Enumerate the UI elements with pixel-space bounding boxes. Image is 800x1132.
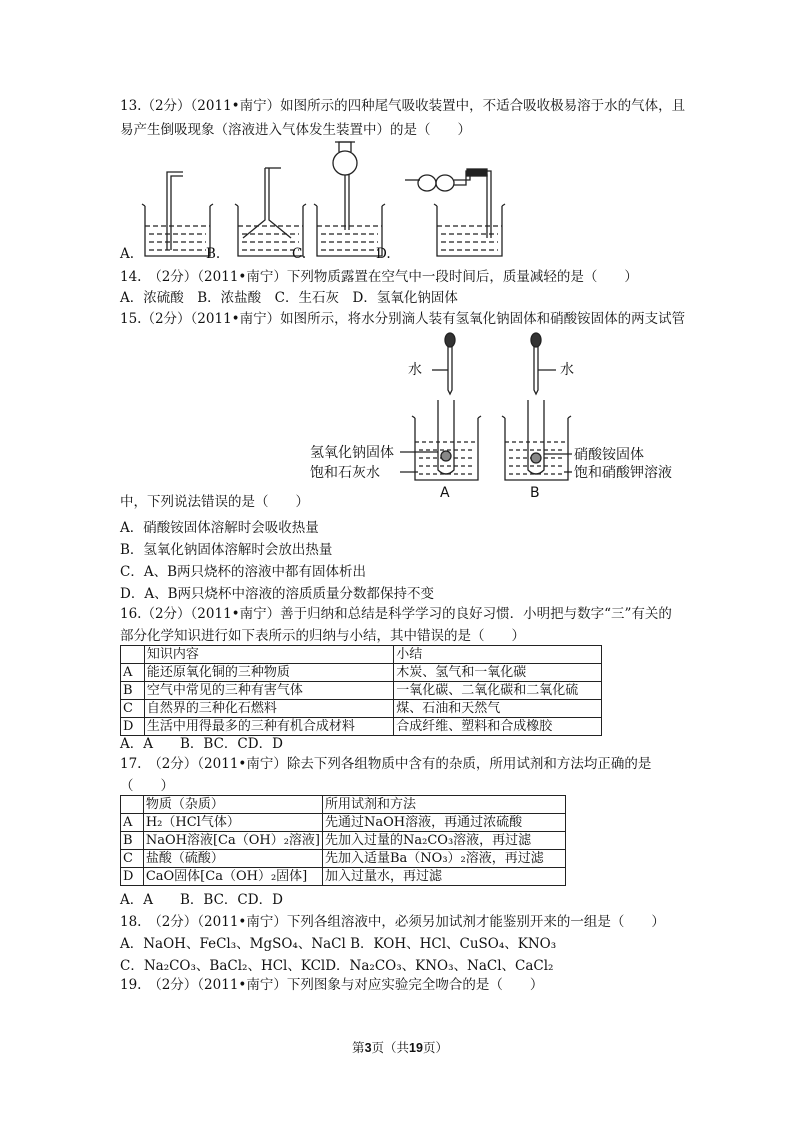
table-cell: D [121, 718, 145, 736]
q13-label-d: D. [376, 246, 391, 262]
table-row [121, 700, 602, 718]
beaker-b [235, 168, 306, 256]
label-naoh: 氢氧化钠固体 [310, 445, 394, 461]
table-row [121, 832, 566, 850]
q15-option-d: D．A、B两只烧杯中溶液的溶质质量分数都保持不变 [120, 586, 434, 602]
q13-label-c: C. [292, 246, 307, 262]
test-tube-a [438, 400, 454, 474]
q16-stem-line1: 16.（2分）（2011•南宁）善于归纳和总结是科学学习的良好习惯．小明把与数字“三”有关的 [120, 606, 672, 622]
footer-prefix: 第 [352, 1040, 365, 1055]
dropper-bulb-right [531, 333, 541, 347]
beaker-a [142, 172, 213, 256]
q14-stem: 14. （2分）（2011•南宁）下列物质露置在空气中一段时间后，质量减轻的是（ ） [120, 269, 638, 285]
table-cell: NaOH溶液[Ca（OH）₂溶液] [143, 832, 322, 850]
q13-label-b: B. [206, 246, 221, 262]
table-cell: 自然界的三种化石燃料 [144, 700, 393, 718]
dropper-tube-left [448, 346, 452, 394]
footer-suffix: 页） [422, 1040, 448, 1055]
table-cell: 先加入适量Ba（NO₃）₂溶液，再过滤 [323, 850, 566, 868]
q16-table [120, 645, 602, 736]
table-cell: 木炭、氢气和一氧化碳 [394, 664, 602, 682]
q16-options: A．A B．BC．CD．D [120, 736, 283, 752]
dropper-bulb-left [445, 333, 455, 347]
table-cell: 合成纤维、塑料和合成橡胶 [394, 718, 602, 736]
label-beaker-b: B [530, 485, 540, 500]
beaker-c [314, 142, 385, 256]
q18-stem: 18. （2分）（2011•南宁）下列各组溶液中，必须另加试剂才能鉴别开来的一组是（ ） [120, 914, 665, 930]
table-cell: D [121, 868, 144, 886]
q17-options: A．A B．BC．CD．D [120, 892, 283, 908]
q15-stem-line2: 中，下列说法错误的是（ ） [120, 494, 309, 510]
table-cell [121, 796, 144, 814]
q13-apparatus-figure [115, 138, 615, 263]
beaker-d [405, 169, 505, 256]
q15-dissolution-figure [300, 330, 700, 500]
label-water-right: 水 [560, 362, 574, 378]
footer-total-pages: 19 [409, 1041, 423, 1055]
table-cell: C [121, 850, 144, 868]
table-cell: 空气中常见的三种有害气体 [144, 682, 393, 700]
nh4no3-solid [531, 453, 541, 463]
table-cell: 能还原氧化铜的三种物质 [144, 664, 393, 682]
table-cell: 所用试剂和方法 [323, 796, 566, 814]
q13-label-a: A. [120, 246, 135, 262]
q17-table [120, 795, 566, 886]
table-cell [121, 646, 145, 664]
q15-option-b: B．氢氧化钠固体溶解时会放出热量 [120, 542, 333, 558]
label-kno3: 饱和硝酸钾溶液 [574, 465, 672, 481]
q13-stem-line2: 易产生倒吸现象（溶液进入气体发生装置中）的是（ ） [120, 122, 471, 138]
label-water-left: 水 [408, 362, 422, 378]
table-cell: 先通过NaOH溶液，再通过浓硫酸 [323, 814, 566, 832]
label-limewater: 饱和石灰水 [310, 465, 380, 481]
table-row [121, 814, 566, 832]
table-cell: C [121, 700, 145, 718]
dropper-tube-right [534, 346, 538, 394]
table-cell: 物质（杂质） [143, 796, 322, 814]
table-cell: B [121, 682, 145, 700]
table-row [121, 718, 602, 736]
table-header-row [121, 796, 566, 814]
table-row [121, 868, 566, 886]
table-row [121, 682, 602, 700]
table-cell: A [121, 814, 144, 832]
q17-stem-line2: （ ） [120, 778, 174, 794]
q18-options-line2: C．Na₂CO₃、BaCl₂、HCl、KClD．Na₂CO₃、KNO₃、NaCl、CaCl₂ [120, 958, 554, 974]
table-cell: 加入过量水，再过滤 [323, 868, 566, 886]
table-cell: H₂（HCl气体） [143, 814, 322, 832]
beaker-b-outline [505, 418, 568, 480]
q16-stem-line2: 部分化学知识进行如下表所示的归纳与小结，其中错误的是（ ） [120, 628, 525, 644]
table-cell: 煤、石油和天然气 [394, 700, 602, 718]
table-cell: 生活中用得最多的三种有机合成材料 [144, 718, 393, 736]
beaker-a-outline [415, 418, 478, 480]
table-cell: A [121, 664, 145, 682]
naoh-solid [441, 451, 451, 461]
label-nh4no3: 硝酸铵固体 [574, 447, 644, 463]
table-header-row [121, 646, 602, 664]
q19-stem: 19. （2分）（2011•南宁）下列图象与对应实验完全吻合的是（ ） [120, 977, 544, 993]
table-row [121, 850, 566, 868]
table-cell: 盐酸（硫酸） [143, 850, 322, 868]
page-footer [0, 1038, 800, 1056]
q15-stem-line1: 15.（2分）（2011•南宁）如图所示，将水分别滴人装有氢氧化钠固体和硝酸铵固体的两支试管 [120, 311, 686, 327]
table-cell: 一氧化碳、二氧化碳和二氧化硫 [394, 682, 602, 700]
table-cell: 小结 [394, 646, 602, 664]
table-cell: 知识内容 [144, 646, 393, 664]
q18-options-line1: A．NaOH、FeCl₃、MgSO₄、NaCl B．KOH、HCl、CuSO₄、KNO₃ [120, 936, 557, 952]
label-beaker-a: A [440, 485, 450, 500]
table-cell: 先加入过量的Na₂CO₃溶液，再过滤 [323, 832, 566, 850]
q15-option-c: C．A、B两只烧杯的溶液中都有固体析出 [120, 564, 366, 580]
footer-page-number: 3 [364, 1041, 372, 1055]
q15-option-a: A．硝酸铵固体溶解时会吸收热量 [120, 520, 319, 536]
table-cell: CaO固体[Ca（OH）₂固体] [143, 868, 322, 886]
table-row [121, 664, 602, 682]
q14-options: A．浓硫酸 B．浓盐酸 C．生石灰 D．氢氧化钠固体 [120, 290, 458, 306]
q17-stem-line1: 17. （2分）（2011•南宁）除去下列各组物质中含有的杂质，所用试剂和方法均正确的是 [120, 756, 652, 772]
table-cell: B [121, 832, 144, 850]
footer-mid: 页（共 [371, 1040, 410, 1055]
q13-stem-line1: 13.（2分）（2011•南宁）如图所示的四种尾气吸收装置中，不适合吸收极易溶于水的气体，且 [120, 98, 686, 114]
